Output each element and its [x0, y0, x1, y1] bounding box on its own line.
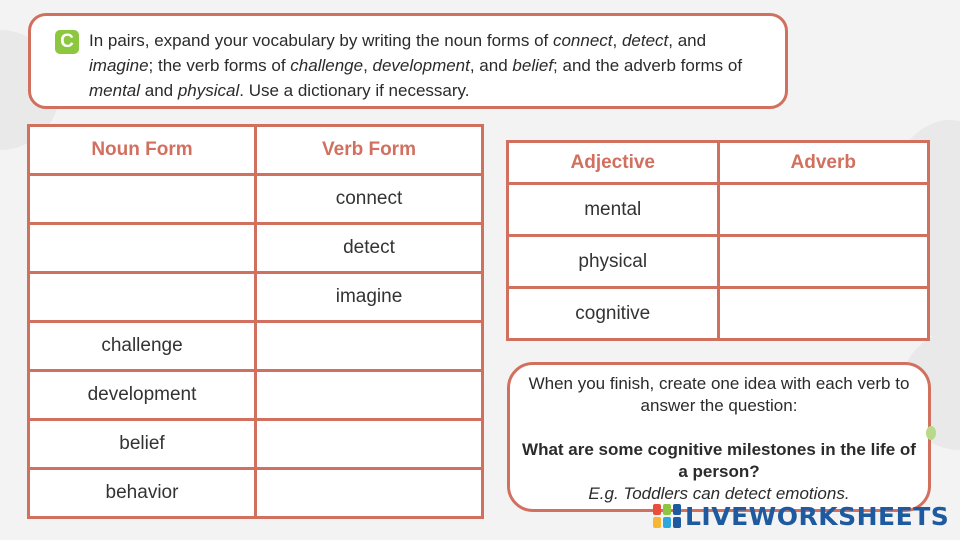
table-row [29, 469, 483, 518]
instruction-keyword: challenge [290, 56, 364, 75]
liveworksheets-icon [653, 504, 681, 528]
note-question: What are some cognitive milestones in the life of a person? [522, 440, 916, 481]
table-row [29, 322, 483, 371]
logo-square [673, 504, 681, 515]
column-header-verb: Verb Form [256, 126, 483, 175]
instruction-fragment: , [363, 56, 373, 75]
table-header-row [508, 142, 929, 184]
instruction-keyword: belief [512, 56, 554, 75]
verb-cell: connect [256, 175, 483, 224]
table-row [29, 420, 483, 469]
table-row [508, 236, 929, 288]
answer-input-verb[interactable] [256, 420, 483, 469]
adjective-adverb-table [506, 140, 930, 341]
liveworksheets-logo[interactable] [653, 502, 949, 530]
table-header-row [29, 126, 483, 175]
instruction-keyword: development [372, 56, 470, 75]
table-row [29, 175, 483, 224]
logo-square [663, 504, 671, 515]
task-note [507, 362, 931, 512]
answer-input-verb[interactable] [256, 371, 483, 420]
answer-input-verb[interactable] [256, 322, 483, 371]
instruction-keyword: connect [552, 31, 613, 50]
verb-cell: detect [256, 224, 483, 273]
answer-input-verb[interactable] [256, 469, 483, 518]
decorative-dot [926, 426, 936, 440]
answer-input-noun[interactable] [29, 273, 256, 322]
column-header-adjective: Adjective [508, 142, 719, 184]
instruction-fragment: , and [668, 31, 707, 50]
instruction-keyword: imagine [89, 56, 149, 75]
noun-cell: belief [29, 420, 256, 469]
instruction-fragment: ; and the adverb forms of [553, 56, 743, 75]
adjective-cell: cognitive [508, 288, 719, 340]
verb-cell: imagine [256, 273, 483, 322]
logo-square [663, 517, 671, 528]
table-row [29, 273, 483, 322]
adjective-cell: physical [508, 236, 719, 288]
answer-input-noun[interactable] [29, 175, 256, 224]
answer-input-noun[interactable] [29, 224, 256, 273]
logo-text: LIVEWORKSHEETS [685, 501, 950, 531]
table-row [29, 224, 483, 273]
instruction-fragment: , and [469, 56, 513, 75]
column-header-noun: Noun Form [29, 126, 256, 175]
adjective-cell: mental [508, 184, 719, 236]
section-badge: C [55, 30, 79, 54]
note-example: E.g. Toddlers can detect emotions. [588, 484, 850, 503]
logo-square [673, 517, 681, 528]
instruction-fragment: . Use a dictionary if necessary. [239, 81, 470, 100]
instruction-fragment: ; the verb forms of [148, 56, 291, 75]
instruction-fragment: In pairs, expand your vocabulary by writing the noun forms of [89, 31, 553, 50]
note-instruction: When you finish, create one idea with each verb to answer the question: [528, 374, 910, 415]
column-header-adverb: Adverb [718, 142, 929, 184]
instruction-text [89, 31, 742, 100]
logo-square [653, 517, 661, 528]
noun-verb-table [27, 124, 484, 519]
instruction-box [28, 13, 788, 109]
answer-input-adverb[interactable] [718, 236, 929, 288]
instruction-keyword: detect [621, 31, 669, 50]
table-row [508, 184, 929, 236]
noun-cell: behavior [29, 469, 256, 518]
noun-cell: development [29, 371, 256, 420]
answer-input-adverb[interactable] [718, 184, 929, 236]
instruction-fragment: , [612, 31, 622, 50]
instruction-fragment: and [140, 81, 178, 100]
table-row [29, 371, 483, 420]
logo-square [653, 504, 661, 515]
table-row [508, 288, 929, 340]
noun-cell: challenge [29, 322, 256, 371]
instruction-keyword: physical [177, 81, 240, 100]
answer-input-adverb[interactable] [718, 288, 929, 340]
instruction-keyword: mental [89, 81, 141, 100]
